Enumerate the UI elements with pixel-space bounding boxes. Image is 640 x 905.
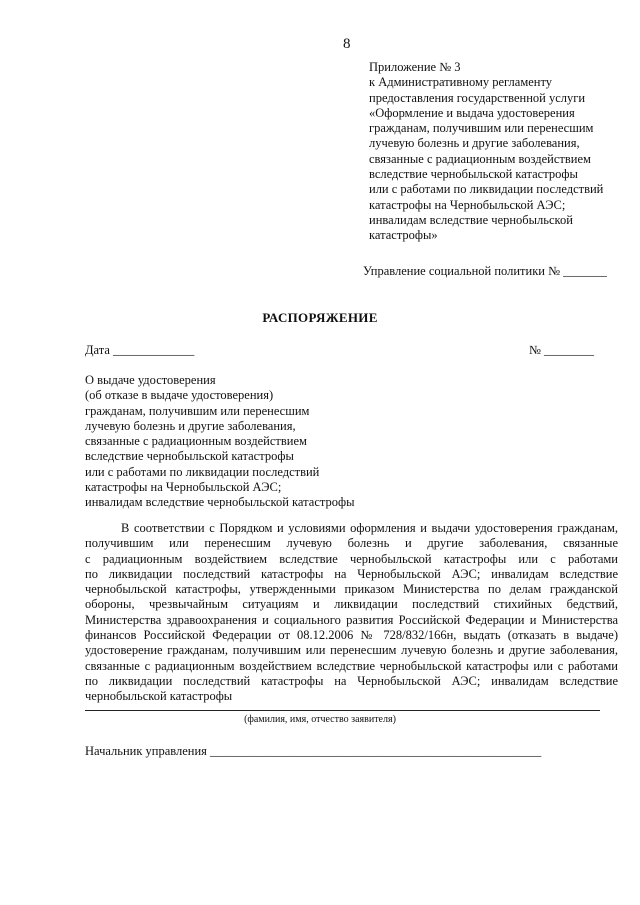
department-field: Управление социальной политики № _______ [363, 264, 607, 278]
subject-line: лучевую болезнь и другие заболевания, [85, 418, 296, 433]
appendix-line: «Оформление и выдача удостоверения [369, 105, 575, 120]
body-line: чернобыльской катастрофы, утвержденными приказом Министерства по делам гражданской [85, 582, 618, 597]
body-line: удостоверение гражданам, получившим или перенесшим лучевую болезнь и другие заболевания, [85, 643, 618, 658]
appendix-line: гражданам, получившим или перенесшим [369, 121, 594, 136]
body-line: финансов Российской Федерации от 08.12.2006 № 728/832/166н, выдать (отказать в выдаче) [85, 628, 618, 643]
page-number: 8 [343, 36, 351, 52]
body-line: В соответствии с Порядком и условиями оформления и выдачи удостоверения гражданам, [121, 521, 618, 535]
applicant-name-line [85, 710, 600, 711]
subject-line: (об отказе в выдаче удостоверения) [85, 388, 274, 403]
body-line: чернобыльской катастрофы [85, 689, 233, 704]
body-line: по ликвидации последствий катастрофы на Чернобыльской АЭС; инвалидам вследствие [85, 673, 618, 688]
appendix-line: или с работами по ликвидации последствий [369, 182, 604, 197]
subject-line: или с работами по ликвидации последствий [85, 464, 320, 479]
body-line: с радиационным воздействием вследствие чернобыльской катастрофы или с работами [85, 551, 618, 566]
body-paragraph [85, 521, 618, 705]
applicant-caption: (фамилия, имя, отчество заявителя) [244, 714, 396, 725]
body-line: Министерства здравоохранения и социального развития Российской Федерации и Министерства [85, 612, 618, 627]
number-field: № ________ [529, 343, 595, 357]
subject-block [85, 373, 354, 511]
appendix-line: вследствие чернобыльской катастрофы [369, 167, 578, 182]
appendix-header [369, 60, 619, 244]
date-field: Дата _____________ [85, 343, 195, 357]
head-signature-field: Начальник управления _____________________________________________________ [85, 744, 542, 758]
appendix-line: к Административному регламенту [369, 75, 553, 90]
appendix-line: связанные с радиационным воздействием [369, 151, 591, 166]
appendix-line: инвалидам вследствие чернобыльской [369, 212, 573, 227]
appendix-line: Приложение № 3 [369, 60, 461, 74]
appendix-line: катастрофы» [369, 228, 438, 243]
document-title: РАСПОРЯЖЕНИЕ [262, 310, 378, 325]
subject-line: катастрофы на Чернобыльской АЭС; [85, 480, 282, 495]
body-line: по ликвидации последствий катастрофы на Чернобыльской АЭС; инвалидам вследствие [85, 566, 618, 581]
appendix-line: предоставления государственной услуги [369, 90, 586, 105]
subject-line: вследствие чернобыльской катастрофы [85, 449, 294, 464]
body-line: связанные с радиационным воздействием вследствие чернобыльской катастрофы или с работами [85, 658, 618, 673]
appendix-line: лучевую болезнь и другие заболевания, [369, 136, 580, 151]
appendix-line: катастрофы на Чернобыльской АЭС; [369, 197, 566, 212]
subject-line: инвалидам вследствие чернобыльской катастрофы [85, 495, 355, 510]
subject-line: связанные с радиационным воздействием [85, 434, 307, 449]
subject-line: О выдаче удостоверения [85, 373, 216, 387]
subject-line: гражданам, получившим или перенесшим [85, 403, 310, 418]
body-line: получившим или перенесшим лучевую болезнь и другие заболевания, связанные [85, 536, 618, 551]
body-line: обороны, чрезвычайным ситуациям и ликвидации последствий стихийных бедствий, [85, 597, 618, 612]
